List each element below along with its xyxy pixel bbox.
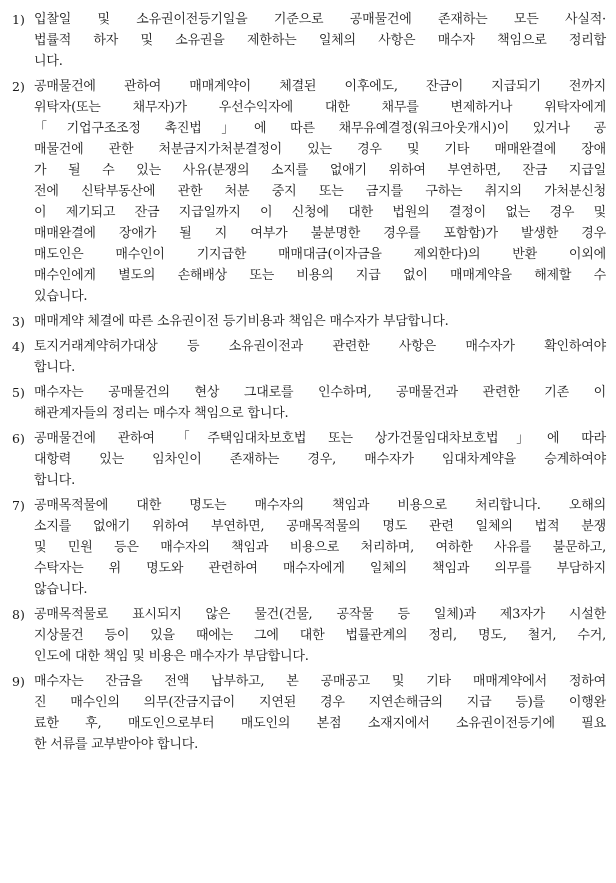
text-line: 및 민원 등은 매수자의 책임과 비용으로 처리하며, 여하한 사유를 불문하고, <box>34 540 606 555</box>
text-line: 있습니다. <box>34 289 88 304</box>
text-line: 법률적 하자 및 소유권을 제한하는 일체의 사항은 매수자 책임으로 정리합 <box>34 33 606 48</box>
item-text <box>34 336 606 378</box>
item-number: 9) <box>12 674 25 689</box>
list-item <box>12 311 606 332</box>
text-line: 합니다. <box>34 360 76 375</box>
text-line: 「기업구조조정 촉진법」에 따른 채무유예결정(워크아웃개시)이 있거나 공 <box>34 121 606 136</box>
item-number: 4) <box>12 339 25 354</box>
text-line: 가 될 수 있는 사유(분쟁의 소지를 없애기 위하여 부연하면, 잔금 지급일 <box>34 163 606 178</box>
text-line: 진 매수인의 의무(잔금지급이 지연된 경우 지연손해금의 지급 등)를 이행완 <box>34 695 606 710</box>
item-text <box>34 311 606 332</box>
list-item <box>12 76 606 307</box>
text-line: 않습니다. <box>34 582 88 597</box>
item-number: 7) <box>12 498 25 513</box>
item-text <box>34 671 606 755</box>
list-item <box>12 495 606 600</box>
item-number: 3) <box>12 314 25 329</box>
item-number: 6) <box>12 431 25 446</box>
text-line: 공매목적물로 표시되지 않은 물건(건물, 공작물 등 일체)과 제3자가 시설한 <box>34 607 606 622</box>
list-item <box>12 382 606 424</box>
text-line: 전에 신탁부동산에 관한 처분 중지 또는 금지를 구하는 취지의 가처분신청 <box>34 184 606 199</box>
text-line: 소지를 없애기 위하여 부연하면, 공매목적물의 명도 관련 일체의 법적 분쟁 <box>34 519 606 534</box>
text-line: 합니다. <box>34 473 76 488</box>
text-line: 매매완결에 장애가 될 지 여부가 불분명한 경우를 포함함)가 발생한 경우 <box>34 226 606 241</box>
text-line: 한 서류를 교부받아야 합니다. <box>34 737 199 752</box>
text-line: 입찰일 및 소유권이전등기일을 기준으로 공매물건에 존재하는 모든 사실적· <box>34 12 606 27</box>
list-item <box>12 671 606 755</box>
item-text <box>34 604 606 667</box>
list-item <box>12 428 606 491</box>
text-line: 매물건에 관한 처분금지가처분결정이 있는 경우 및 기타 매매완결에 장애 <box>34 142 606 157</box>
text-line: 매도인은 매수인이 기지급한 매매대금(이자금을 제외한다)의 반환 이외에 <box>34 247 606 262</box>
item-text <box>34 76 606 307</box>
text-line: 매수인에게 별도의 손해배상 또는 비용의 지급 없이 매매계약을 해제할 수 <box>34 268 606 283</box>
text-line: 공매물건에 관하여 매매계약이 체결된 이후에도, 잔금이 지급되기 전까지 <box>34 79 606 94</box>
text-line: 해관계자들의 정리는 매수자 책임으로 합니다. <box>34 406 289 421</box>
text-line: 공매목적물에 대한 명도는 매수자의 책임과 비용으로 처리합니다. 오해의 <box>34 498 606 513</box>
list-item <box>12 604 606 667</box>
item-number: 1) <box>12 12 25 27</box>
text-line: 인도에 대한 책임 및 비용은 매수자가 부담합니다. <box>34 649 309 664</box>
item-number: 8) <box>12 607 25 622</box>
text-line: 토지거래계약허가대상 등 소유권이전과 관련한 사항은 매수자가 확인하여야 <box>34 339 606 354</box>
text-line: 매수자는 공매물건의 현상 그대로를 인수하며, 공매물건과 관련한 기존 이 <box>34 385 606 400</box>
text-line: 매매계약 체결에 따른 소유권이전 등기비용과 책임은 매수자가 부담합니다. <box>34 314 449 329</box>
list-item <box>12 9 606 72</box>
text-line: 공매물건에 관하여 「주택임대차보호법 또는 상가건물임대차보호법」에 따라 <box>34 431 606 446</box>
text-line: 료한 후, 매도인으로부터 매도인의 본점 소재지에서 소유권이전등기에 필요 <box>34 716 606 731</box>
text-line: 위탁자(또는 채무자)가 우선수익자에 대한 채무를 변제하거나 위탁자에게 <box>34 100 606 115</box>
item-number: 2) <box>12 79 25 94</box>
item-number: 5) <box>12 385 25 400</box>
text-line: 매수자는 잔금을 전액 납부하고, 본 공매공고 및 기타 매매계약에서 정하여 <box>34 674 606 689</box>
text-line: 수탁자는 위 명도와 관련하여 매수자에게 일체의 책임과 의무를 부담하지 <box>34 561 606 576</box>
text-line: 지상물건 등이 있을 때에는 그에 대한 법률관계의 정리, 명도, 철거, 수거, <box>34 628 606 643</box>
list-item <box>12 336 606 378</box>
item-text <box>34 9 606 72</box>
text-line: 니다. <box>34 54 63 69</box>
text-line: 이 제기되고 잔금 지급일까지 이 신청에 대한 법원의 결정이 없는 경우 및 <box>34 205 606 220</box>
item-text <box>34 495 606 600</box>
item-text <box>34 428 606 491</box>
text-line: 대항력 있는 임차인이 존재하는 경우, 매수자가 임대차계약을 승계하여야 <box>34 452 606 467</box>
item-text <box>34 382 606 424</box>
